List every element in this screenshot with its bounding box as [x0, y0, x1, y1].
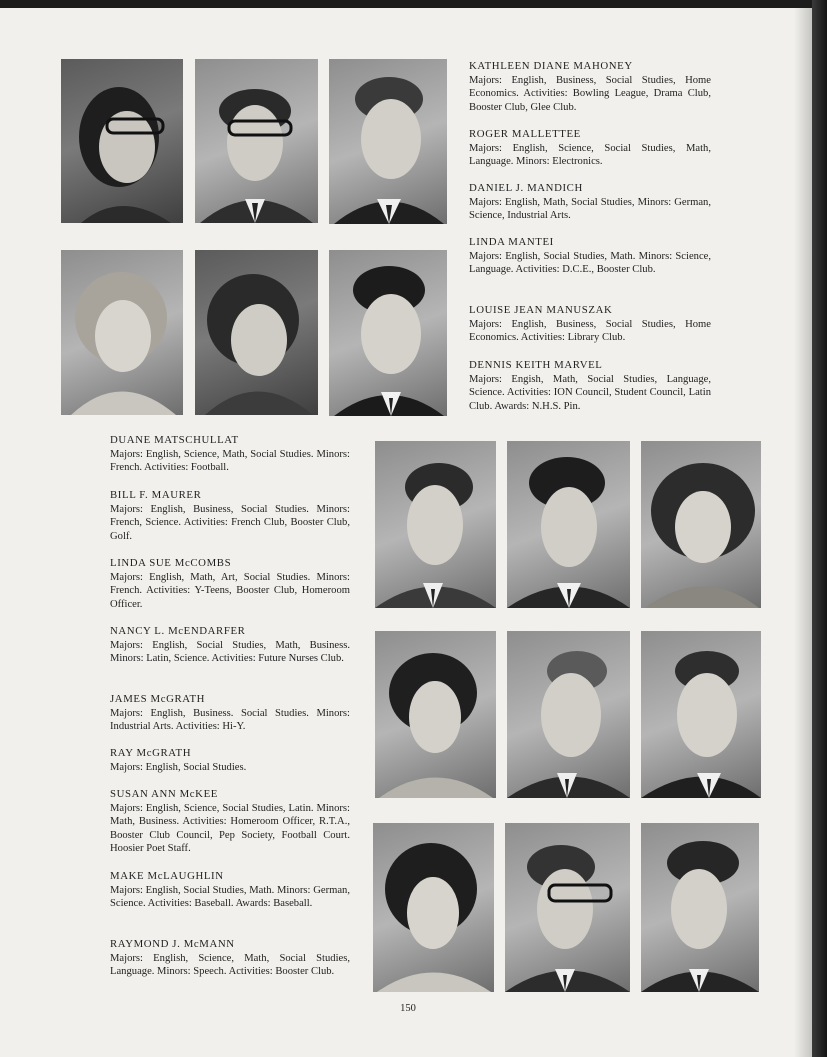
student-details: Majors: English, Math, Art, Social Studies. Minors: French. Activities: Y-Teens, Booster Club, Homeroom Officer. — [110, 571, 350, 610]
student-name: RAYMOND J. McMANN — [110, 938, 235, 950]
portrait-photo-1 — [61, 59, 183, 223]
portrait-photo-11 — [507, 631, 630, 798]
student-name: KATHLEEN DIANE MAHONEY — [469, 60, 633, 72]
student-name: NANCY L. McENDARFER — [110, 625, 246, 637]
student-name: LINDA SUE McCOMBS — [110, 557, 232, 569]
portrait-photo-14 — [505, 823, 630, 992]
book-binding — [812, 0, 827, 1057]
student-name: LOUISE JEAN MANUSZAK — [469, 304, 613, 316]
student-details: Majors: English, Social Studies, Math, Business. Minors: Latin, Science. Activities: Future Nurses Club. — [110, 639, 350, 665]
student-name: MAKE McLAUGHLIN — [110, 870, 224, 882]
portrait-photo-8 — [507, 441, 630, 608]
student-entry — [110, 693, 350, 734]
student-entry — [469, 128, 711, 169]
student-name: SUSAN ANN McKEE — [110, 788, 218, 800]
student-details: Majors: English, Business, Social Studies, Home Economics. Activities: Bowling League, Drama Club, Booster Club, Glee Club. — [469, 74, 711, 113]
student-name: JAMES McGRATH — [110, 693, 206, 705]
student-entry — [110, 557, 350, 611]
portrait-photo-3 — [329, 59, 447, 224]
portrait-photo-5 — [195, 250, 318, 415]
student-name: RAY McGRATH — [110, 747, 192, 759]
student-details: Majors: English, Business. Social Studies. Minors: Industrial Arts. Activities: Hi-Y. — [110, 707, 350, 733]
portrait-photo-7 — [375, 441, 496, 608]
student-details: Majors: English, Social Studies. — [110, 761, 247, 773]
student-entry — [469, 304, 711, 345]
page-number: 150 — [400, 1003, 416, 1014]
student-name: BILL F. MAURER — [110, 489, 202, 501]
student-details: Majors: English, Social Studies, Math. Minors: Science, Language. Activities: D.C.E., Booster Club. — [469, 250, 711, 276]
student-entry — [469, 359, 711, 413]
student-details: Majors: English, Business, Social Studies. Minors: French, Science. Activities: French Club, Booster Club, Golf. — [110, 503, 350, 542]
student-entry — [110, 938, 350, 979]
portrait-photo-4 — [61, 250, 183, 415]
student-name: ROGER MALLETTEE — [469, 128, 581, 140]
student-name: DUANE MATSCHULLAT — [110, 434, 239, 446]
portrait-photo-12 — [641, 631, 761, 798]
student-entry — [110, 625, 350, 666]
student-name: DENNIS KEITH MARVEL — [469, 359, 603, 371]
student-entry — [110, 489, 350, 543]
portrait-photo-2 — [195, 59, 318, 223]
portrait-photo-6 — [329, 250, 447, 416]
scan-top-edge — [0, 0, 827, 8]
student-details: Majors: Engish, Math, Social Studies, Language, Science. Activities: ION Council, Student Council, Latin Club. Awards: N.H.S. Pin. — [469, 373, 711, 412]
portrait-photo-10 — [375, 631, 496, 798]
student-entry — [110, 747, 350, 774]
portrait-photo-13 — [373, 823, 494, 992]
student-details: Majors: English, Social Studies, Math. Minors: German, Science. Activities: Baseball. Awards: Baseball. — [110, 884, 350, 910]
student-details: Majors: English, Business, Social Studies, Home Economics. Activities: Library Club. — [469, 318, 711, 344]
student-name: LINDA MANTEI — [469, 236, 554, 248]
page-gutter-shadow — [794, 8, 812, 1057]
student-details: Majors: English, Science, Math, Social Studies, Language. Minors: Speech. Activities: Booster Club. — [110, 952, 350, 978]
student-entry — [469, 60, 711, 114]
portrait-photo-9 — [641, 441, 761, 608]
student-entry — [110, 870, 350, 911]
student-entry — [110, 788, 350, 856]
student-name: DANIEL J. MANDICH — [469, 182, 583, 194]
student-entry — [469, 236, 711, 277]
student-details: Majors: English, Math, Social Studies, Minors: German, Science, Industrial Arts. — [469, 196, 711, 222]
student-entry — [469, 182, 711, 223]
student-details: Majors: English, Science, Math, Social Studies. Minors: French. Activities: Football. — [110, 448, 350, 474]
student-details: Majors: English, Science, Social Studies, Latin. Minors: Math, Business. Activities: Homeroom Officer, R.T.A., Booster Club Council, Pep Society, Football Court. Hoosier Poet Staff. — [110, 802, 350, 855]
portrait-photo-15 — [641, 823, 759, 992]
student-entry — [110, 434, 350, 475]
student-details: Majors: English, Science, Social Studies, Math, Language. Minors: Electronics. — [469, 142, 711, 168]
